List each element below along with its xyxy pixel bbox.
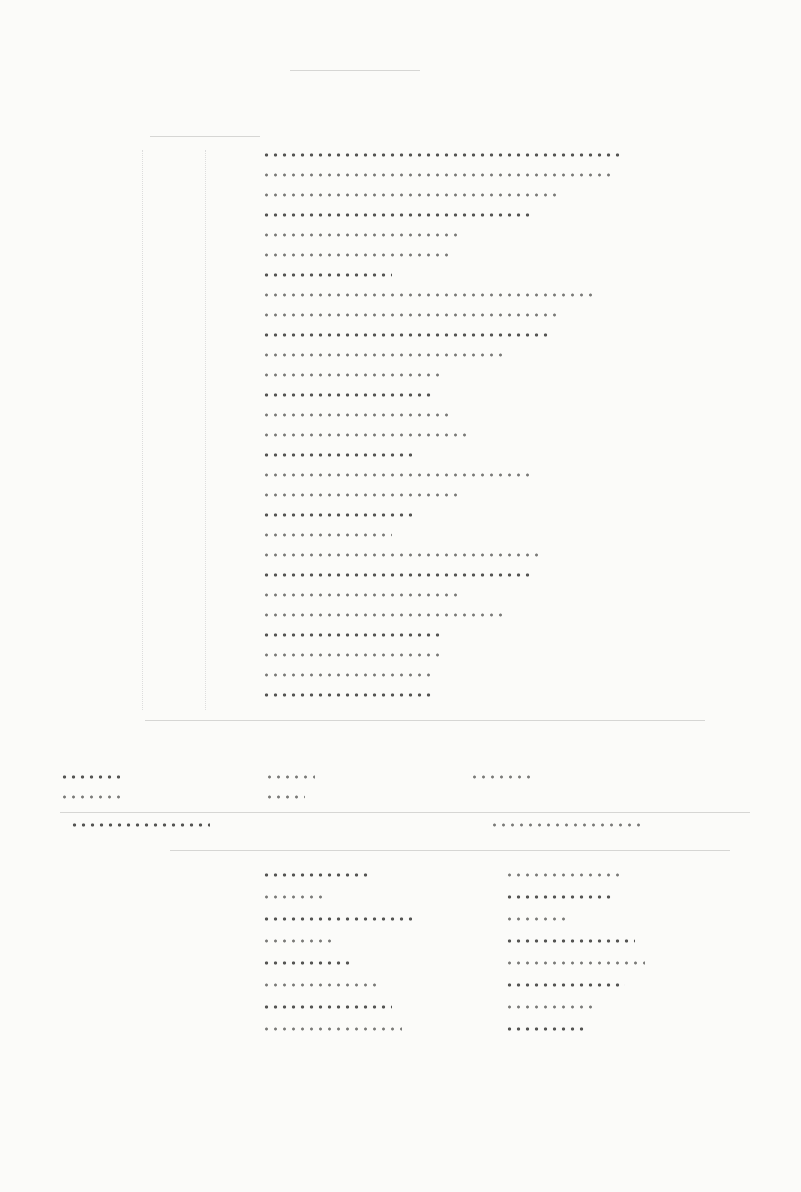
left-heading-rule [150, 136, 260, 137]
dot-row [505, 912, 565, 926]
dot-row [262, 188, 562, 202]
dot-row [505, 1022, 585, 1036]
dot-row [262, 248, 452, 262]
upper-table-bottom-rule [145, 720, 705, 721]
dot-row [490, 818, 640, 832]
dot-row [60, 790, 120, 804]
dot-row [262, 408, 452, 422]
left-label-column-2 [205, 150, 256, 710]
left-label-column-1 [142, 150, 193, 710]
dot-row [262, 148, 622, 162]
dot-row [262, 228, 462, 242]
dot-row [265, 790, 305, 804]
dot-row [262, 488, 462, 502]
middle-section-rule [60, 812, 750, 813]
dot-row [60, 770, 120, 784]
dot-row [262, 912, 412, 926]
dot-row [262, 168, 612, 182]
dot-row [262, 428, 472, 442]
dot-row [470, 770, 530, 784]
dot-row [262, 688, 432, 702]
heading-rule [290, 70, 420, 71]
dot-row [262, 288, 592, 302]
dot-row [505, 956, 645, 970]
dot-row [262, 890, 322, 904]
dot-row [262, 348, 502, 362]
dot-row [265, 770, 315, 784]
dot-row [262, 388, 432, 402]
dot-row [262, 328, 552, 342]
dot-row [262, 668, 432, 682]
dot-row [262, 868, 372, 882]
dot-row [70, 818, 210, 832]
dot-row [262, 608, 502, 622]
dot-row [262, 628, 442, 642]
dot-row [262, 1000, 392, 1014]
dot-row [262, 468, 532, 482]
dot-row [262, 508, 412, 522]
dot-row [505, 1000, 595, 1014]
dot-row [505, 890, 615, 904]
dot-row [262, 268, 392, 282]
dot-row [262, 528, 392, 542]
dot-row [505, 978, 625, 992]
dot-row [262, 648, 442, 662]
dot-row [505, 934, 635, 948]
dot-row [262, 308, 562, 322]
dot-row [262, 568, 532, 582]
dot-row [505, 868, 625, 882]
lower-section-rule [170, 850, 730, 851]
dot-row [262, 934, 332, 948]
dot-row [262, 956, 352, 970]
dot-row [262, 548, 542, 562]
dot-row [262, 978, 382, 992]
dot-row [262, 588, 462, 602]
dot-row [262, 1022, 402, 1036]
dot-row [262, 448, 412, 462]
dot-row [262, 208, 532, 222]
dot-row [262, 368, 442, 382]
